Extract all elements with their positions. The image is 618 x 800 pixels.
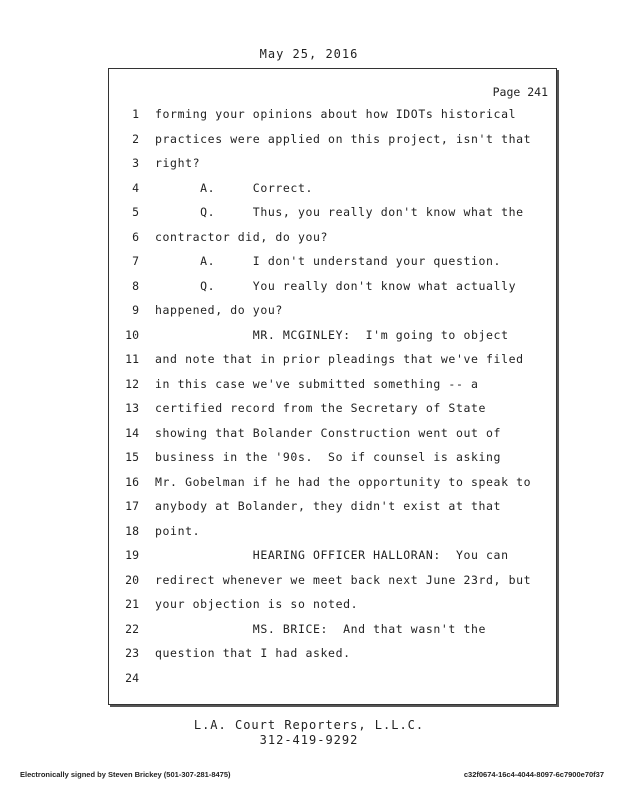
line-number: 23 <box>125 646 139 660</box>
transcript-line: A. Correct. <box>155 180 313 195</box>
line-number: 9 <box>132 303 139 317</box>
line-number: 5 <box>132 205 139 219</box>
transcript-line: A. I don't understand your question. <box>155 254 502 268</box>
line-number: 15 <box>125 450 139 464</box>
transcript-line: MR. MCGINLEY: I'm going to object <box>155 327 509 342</box>
line-number: 4 <box>132 180 139 195</box>
line-number: 13 <box>125 401 139 415</box>
transcript-line: HEARING OFFICER HALLORAN: You can <box>155 548 509 562</box>
line-number: 14 <box>125 425 139 440</box>
line-number: 3 <box>132 156 139 170</box>
transcript-line: MS. BRICE: And that wasn't the <box>155 621 487 636</box>
transcript-line: point. <box>155 523 201 538</box>
transcript-line: right? <box>155 156 201 170</box>
line-number: 7 <box>132 254 139 268</box>
electronic-signature: Electronically signed by Steven Brickey (501-307-281-8475) <box>20 770 231 779</box>
court-reporter-name: L.A. Court Reporters, L.L.C. <box>193 718 425 732</box>
court-reporter-phone: 312-419-9292 <box>259 733 359 747</box>
line-number: 10 <box>125 327 139 342</box>
page-number: Page 241 <box>492 85 548 99</box>
line-number: 11 <box>125 352 139 366</box>
transcript-line: business in the '90s. So if counsel is asking <box>155 450 502 464</box>
line-number: 8 <box>132 278 139 293</box>
transcript-line: anybody at Bolander, they didn't exist at that <box>155 499 502 513</box>
transcript-line: Q. You really don't know what actually <box>155 278 517 293</box>
line-number: 16 <box>125 474 139 489</box>
transcript-line: practices were applied on this project, isn't that <box>155 131 532 146</box>
line-number: 2 <box>132 131 139 146</box>
transcript-line: question that I had asked. <box>155 646 351 660</box>
line-number: 17 <box>125 499 139 513</box>
transcript-line: contractor did, do you? <box>155 229 329 244</box>
transcript-line: showing that Bolander Construction went out of <box>155 425 502 440</box>
line-number: 12 <box>125 376 139 391</box>
line-number: 21 <box>125 597 139 611</box>
line-number: 19 <box>125 548 139 562</box>
transcript-line: your objection is so noted. <box>155 597 359 611</box>
transcript-page-frame <box>108 68 557 705</box>
transcript-line: Q. Thus, you really don't know what the <box>155 205 524 219</box>
transcript-line: in this case we've submitted something -- a <box>155 376 479 391</box>
line-number: 22 <box>125 621 139 636</box>
transcript-line: redirect whenever we meet back next June 23rd, but <box>155 572 532 587</box>
transcript-line: happened, do you? <box>155 303 283 317</box>
transcript-line: forming your opinions about how IDOTs historical <box>155 107 517 121</box>
line-number: 18 <box>125 523 139 538</box>
transcript-line: Mr. Gobelman if he had the opportunity to speak to <box>155 474 532 489</box>
transcript-date: May 25, 2016 <box>259 47 359 61</box>
line-number: 6 <box>132 229 139 244</box>
transcript-line: certified record from the Secretary of State <box>155 401 487 415</box>
line-number: 20 <box>125 572 139 587</box>
transcript-line: and note that in prior pleadings that we've filed <box>155 352 524 366</box>
line-number: 24 <box>125 670 139 685</box>
document-id: c32f0674-16c4-4044-8097-6c7900e70f37 <box>463 770 604 779</box>
line-number: 1 <box>132 107 139 121</box>
